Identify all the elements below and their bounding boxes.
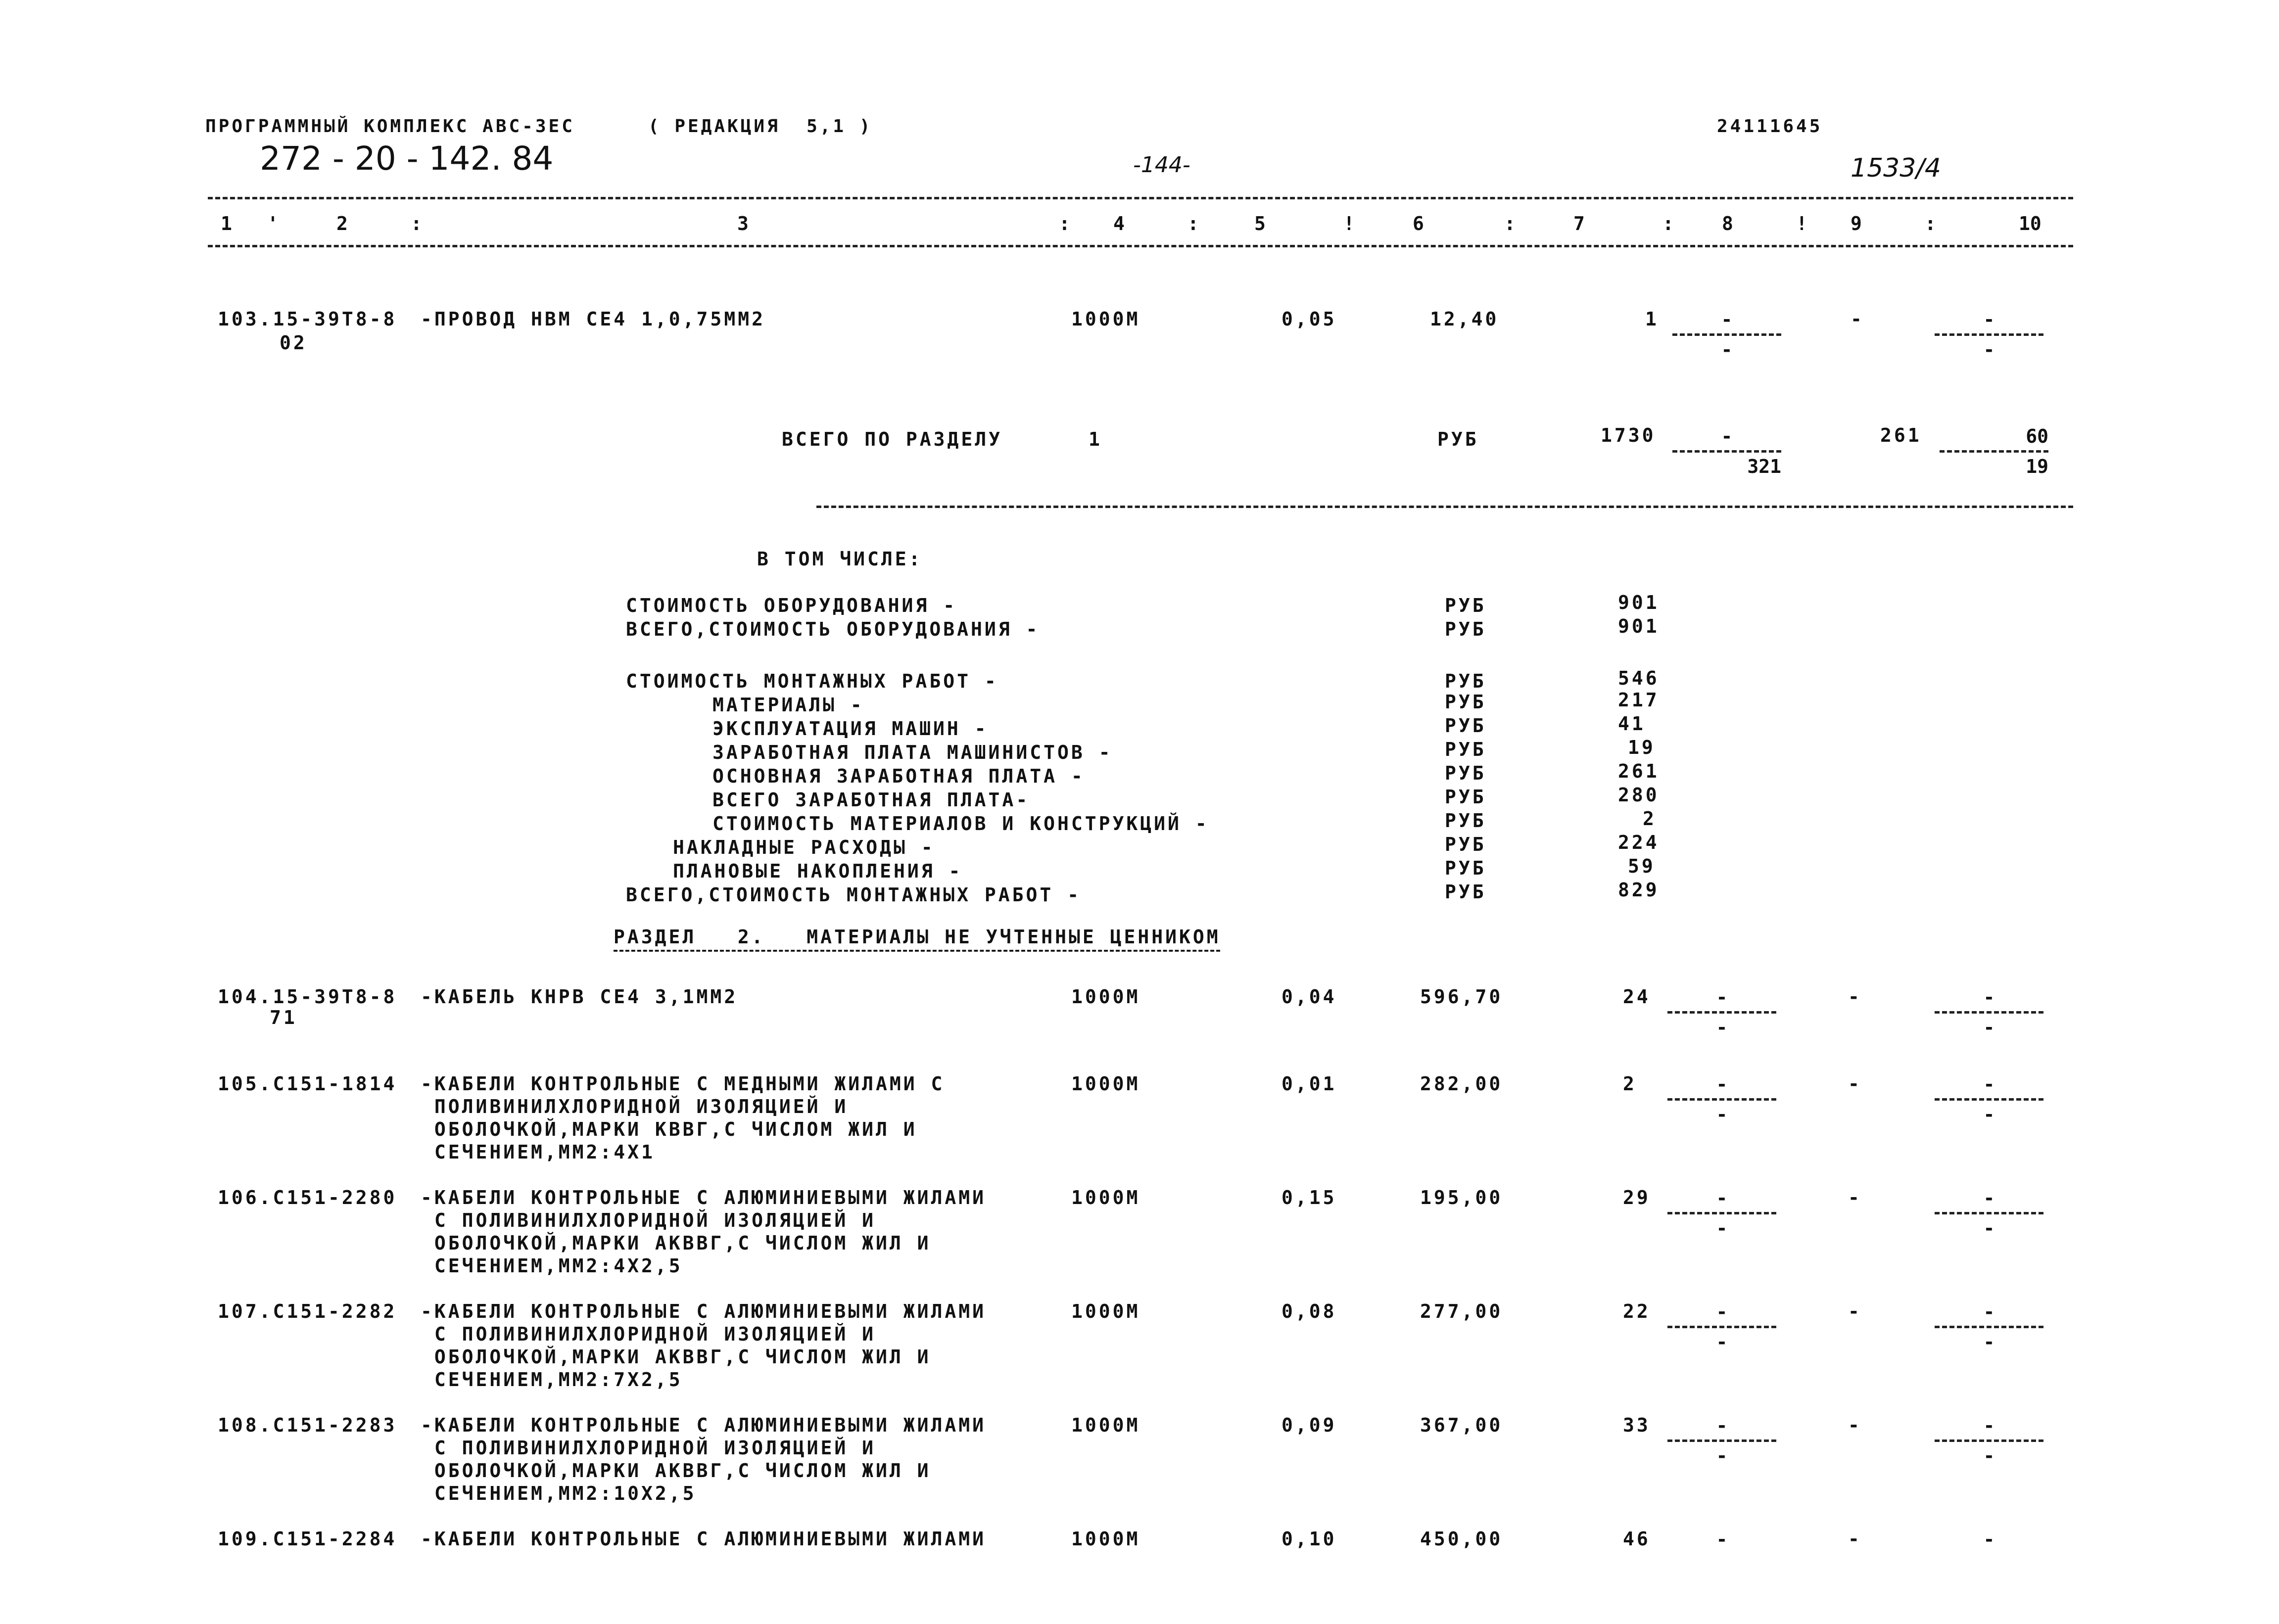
row-code: 109.С151-2284 — [218, 1528, 397, 1550]
col-header-8: 8 — [1722, 213, 1733, 234]
row-col10: - - — [1935, 308, 2043, 362]
row-total: 1 — [1645, 308, 1659, 330]
row-col10: - - — [1935, 1186, 2043, 1240]
section-total-unit: РУБ — [1437, 428, 1479, 450]
row-col8: - - — [1667, 1414, 1776, 1468]
section-total-value: 1730 — [1601, 424, 1656, 446]
row-col9: - — [1848, 1414, 1862, 1436]
row-col9: - — [1848, 1300, 1862, 1322]
row-price: 596,70 — [1420, 986, 1503, 1008]
col-header-2: 2 — [336, 213, 348, 234]
row-total: 46 — [1623, 1528, 1651, 1550]
row-col10: - — [1983, 1529, 1995, 1550]
row-col9: - — [1848, 1073, 1862, 1095]
row-total: 33 — [1623, 1414, 1651, 1436]
row-code-suffix: 02 — [280, 332, 307, 354]
row-col9: - — [1848, 1528, 1862, 1550]
row-total: 2 — [1623, 1073, 1637, 1095]
row-col9: - — [1848, 1187, 1862, 1208]
doc-number: 272 - 20 - 142. 84 — [260, 139, 554, 178]
program-title: ПРОГРАММНЫЙ КОМПЛЕКС АВС-3ЕС — [205, 116, 575, 137]
header-rule-top — [208, 197, 2073, 199]
row-description: -КАБЕЛИ КОНТРОЛЬНЫЕ С МЕДНЫМИ ЖИЛАМИ С ПОЛИВИНИЛХЛОРИДНОЙ ИЗОЛЯЦИЕЙ И ОБОЛОЧКОЙ,МАРКИ КВВГ,С ЧИСЛОМ ЖИЛ И СЕЧЕНИЕМ,ММ2:4Х1 — [421, 1073, 945, 1163]
row-code: 103.15-39Т8-8 — [218, 308, 397, 330]
row-quantity: 0,04 — [1282, 986, 1337, 1008]
row-price: 282,00 — [1420, 1073, 1503, 1095]
row-price: 195,00 — [1420, 1187, 1503, 1208]
row-description: -ПРОВОД НВМ СЕ4 1,0,75ММ2 — [421, 308, 765, 330]
row-description: -КАБЕЛИ КОНТРОЛЬНЫЕ С АЛЮМИНИЕВЫМИ ЖИЛАМИ — [421, 1528, 986, 1550]
row-quantity: 0,08 — [1282, 1300, 1337, 1322]
row-code-suffix: 71 — [270, 1007, 297, 1028]
row-price: 367,00 — [1420, 1414, 1503, 1436]
row-col10: - - — [1935, 1072, 2043, 1126]
section2-title: РАЗДЕЛ 2. МАТЕРИАЛЫ НЕ УЧТЕННЫЕ ЦЕННИКОМ — [614, 926, 1221, 948]
row-col9: - — [1851, 308, 1864, 330]
row-description: -КАБЕЛИ КОНТРОЛЬНЫЕ С АЛЮМИНИЕВЫМИ ЖИЛАМИ С ПОЛИВИНИЛХЛОРИДНОЙ ИЗОЛЯЦИЕЙ И ОБОЛОЧКОЙ,МАРКИ АКВВГ,С ЧИСЛОМ ЖИЛ И СЕЧЕНИЕМ,ММ2:10Х2,5 — [421, 1414, 986, 1504]
col-header-6: 6 — [1413, 213, 1424, 234]
row-quantity: 0,05 — [1282, 308, 1337, 330]
section-total-rule — [816, 506, 2073, 508]
edition-label: ( РЕДАКЦИЯ 5,1 ) — [648, 116, 873, 137]
row-quantity: 0,10 — [1282, 1528, 1337, 1550]
row-description: -КАБЕЛЬ КНРВ СЕ4 3,1ММ2 — [421, 986, 738, 1008]
col-header-5: 5 — [1254, 213, 1266, 234]
row-unit: 1000М — [1071, 1528, 1140, 1550]
row-code: 108.С151-2283 — [218, 1414, 397, 1436]
row-description: -КАБЕЛИ КОНТРОЛЬНЫЕ С АЛЮМИНИЕВЫМИ ЖИЛАМИ С ПОЛИВИНИЛХЛОРИДНОЙ ИЗОЛЯЦИЕЙ И ОБОЛОЧКОЙ,МАРКИ АКВВГ,С ЧИСЛОМ ЖИЛ И СЕЧЕНИЕМ,ММ2:4Х2,5 — [421, 1187, 986, 1277]
row-col8: - - — [1667, 985, 1776, 1039]
row-unit: 1000М — [1071, 1073, 1140, 1095]
doc-code: 24111645 — [1717, 116, 1823, 137]
row-price: 12,40 — [1430, 308, 1499, 330]
row-col9: - — [1848, 986, 1862, 1008]
row-total: 22 — [1623, 1300, 1651, 1322]
row-unit: 1000М — [1071, 1300, 1140, 1322]
row-quantity: 0,09 — [1282, 1414, 1337, 1436]
header-rule-bottom — [208, 245, 2073, 247]
row-col8: - - — [1667, 1072, 1776, 1126]
row-unit: 1000М — [1071, 308, 1140, 330]
row-col8: - - — [1667, 1300, 1776, 1354]
section-total-col9: 261 — [1880, 424, 1922, 446]
row-quantity: 0,15 — [1282, 1187, 1337, 1208]
col-header-4: 4 — [1113, 213, 1125, 234]
row-unit: 1000М — [1071, 1414, 1140, 1436]
section-total-number: 1 — [1089, 428, 1102, 450]
col-header-10: 10 — [2019, 213, 2042, 234]
row-price: 277,00 — [1420, 1300, 1503, 1322]
row-col10: - - — [1935, 1300, 2043, 1354]
row-quantity: 0,01 — [1282, 1073, 1337, 1095]
row-total: 24 — [1623, 986, 1651, 1008]
row-col10: - - — [1935, 985, 2043, 1039]
section-total-label: ВСЕГО ПО РАЗДЕЛУ — [782, 428, 1003, 450]
row-col8: - — [1716, 1529, 1728, 1550]
row-col8: - - — [1667, 1186, 1776, 1240]
row-code: 106.С151-2280 — [218, 1187, 397, 1208]
row-code: 107.С151-2282 — [218, 1300, 397, 1322]
row-total: 29 — [1623, 1187, 1651, 1208]
section-total-col8: - 321 — [1672, 424, 1781, 478]
sheet-mark: 1533/4 — [1851, 153, 1941, 183]
row-unit: 1000М — [1071, 986, 1140, 1008]
row-col8: - - — [1672, 308, 1781, 362]
including-title: В ТОМ ЧИСЛЕ: — [757, 548, 923, 570]
row-description: -КАБЕЛИ КОНТРОЛЬНЫЕ С АЛЮМИНИЕВЫМИ ЖИЛАМИ С ПОЛИВИНИЛХЛОРИДНОЙ ИЗОЛЯЦИЕЙ И ОБОЛОЧКОЙ,МАРКИ АКВВГ,С ЧИСЛОМ ЖИЛ И СЕЧЕНИЕМ,ММ2:7Х2,5 — [421, 1300, 986, 1391]
col-header-3: 3 — [737, 213, 749, 234]
col-header-7: 7 — [1573, 213, 1585, 234]
col-header-9: 9 — [1851, 213, 1862, 234]
row-col10: - - — [1935, 1414, 2043, 1468]
col-header-1: 1 — [221, 213, 232, 234]
section-total-col10: 60 19 — [1940, 424, 2048, 478]
row-price: 450,00 — [1420, 1528, 1503, 1550]
row-code: 105.С151-1814 — [218, 1073, 397, 1095]
row-unit: 1000М — [1071, 1187, 1140, 1208]
page-mark: -144- — [1133, 152, 1190, 178]
row-code: 104.15-39Т8-8 — [218, 986, 397, 1008]
